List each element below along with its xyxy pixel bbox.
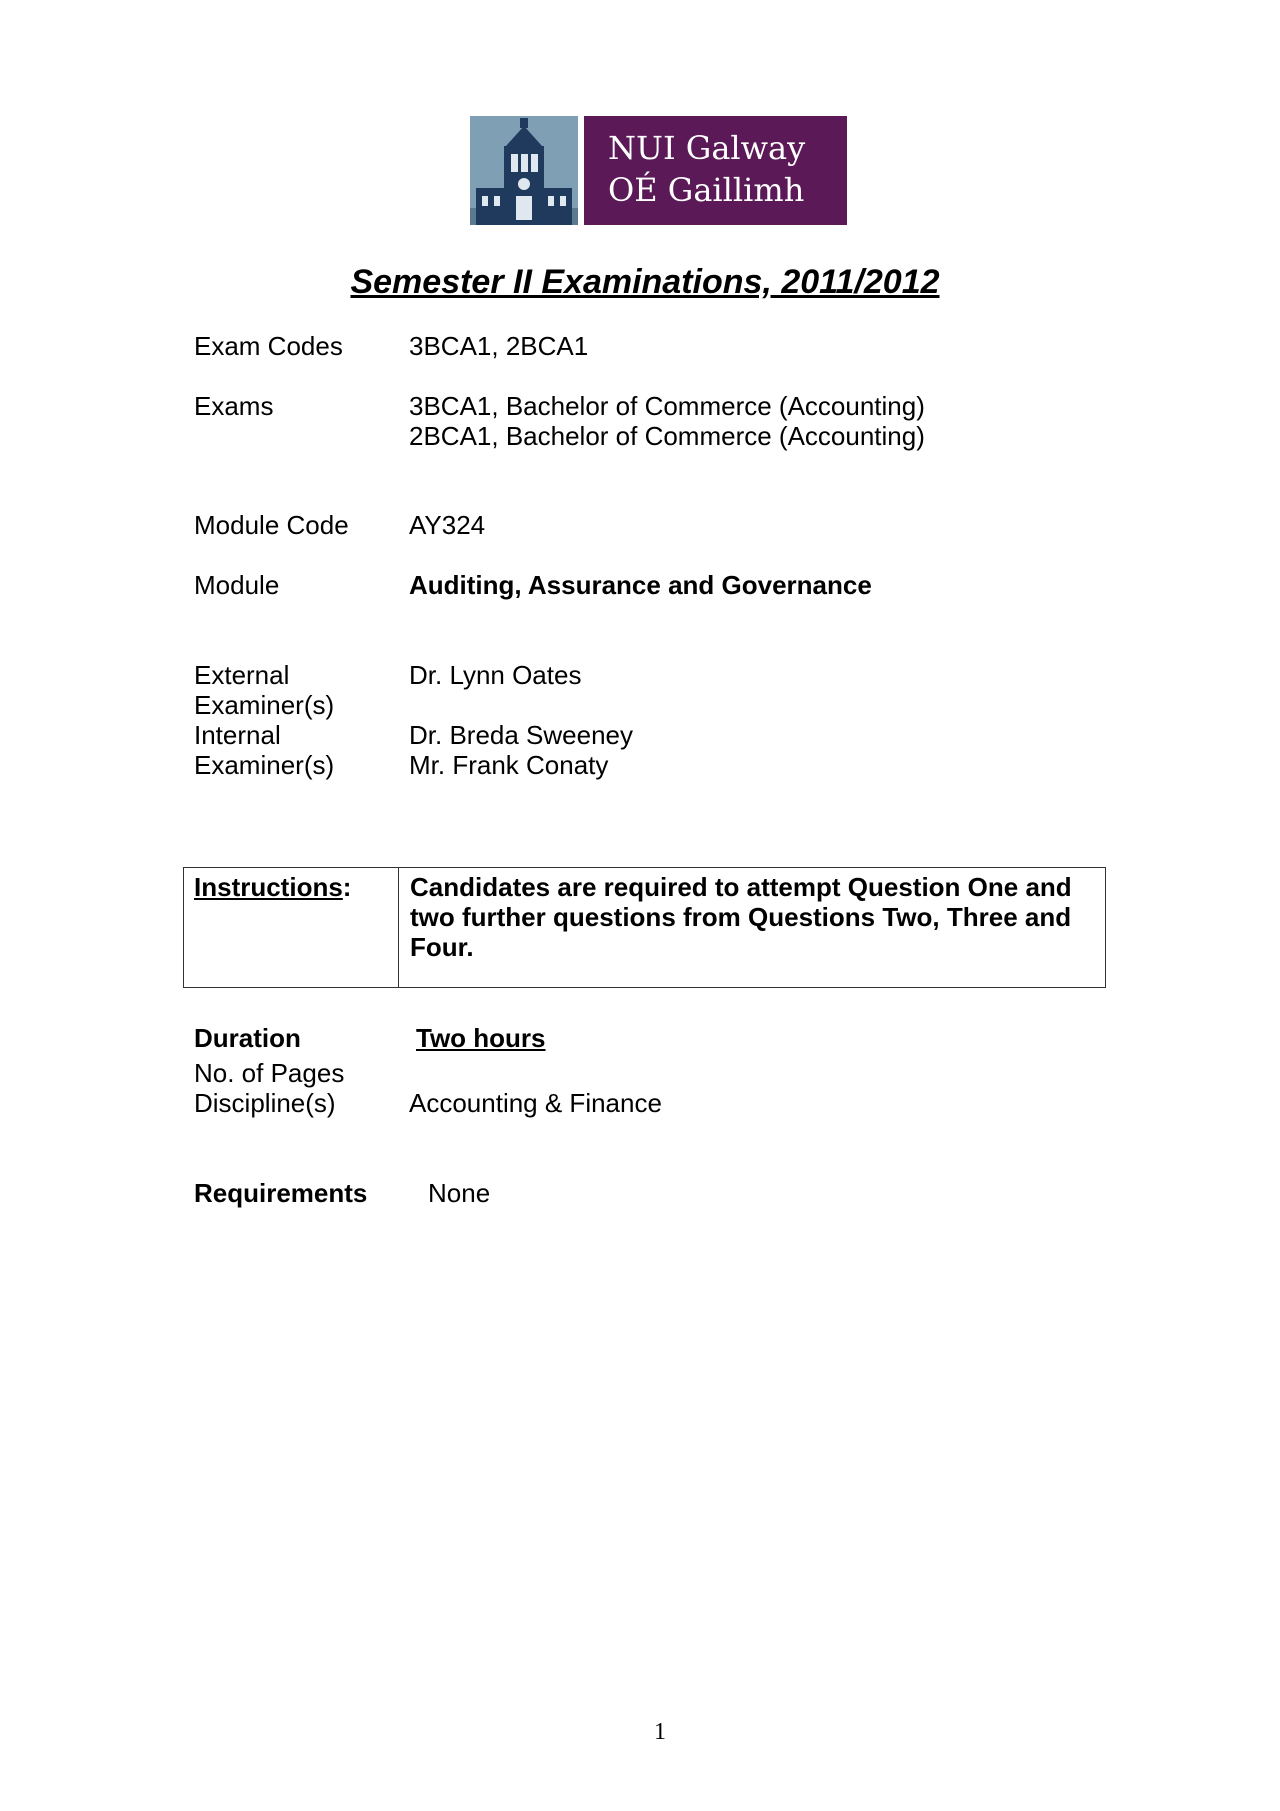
instructions-label [194,872,351,902]
duration-value: Two hours [416,1023,546,1053]
external-examiners-label: Examiner(s) [194,690,335,720]
exam-codes-value: 3BCA1, 2BCA1 [409,331,589,361]
exams-line: 3BCA1, Bachelor of Commerce (Accounting) [409,391,925,421]
instructions-box [183,867,1106,988]
module-code-value: AY324 [409,510,486,540]
instructions-divider [398,868,399,987]
instructions-label-text: Instructions [194,872,343,902]
duration-label: Duration [194,1023,301,1053]
requirements-value: None [428,1178,491,1208]
page-title: Semester II Examinations, 2011/2012 [350,263,940,301]
building-image [470,116,578,225]
module-label: Module [194,570,280,600]
instructions-colon: : [342,872,352,902]
internal-examiner-name: Mr. Frank Conaty [409,750,609,780]
module-code-label: Module Code [194,510,349,540]
university-logo [470,116,847,225]
exams-line: 2BCA1, Bachelor of Commerce (Accounting) [409,421,925,451]
tower-icon [470,116,578,225]
logo-text-irish: OÉ Gaillimh [608,171,805,209]
logo-text-english: NUI Galway [608,129,806,167]
discipline-value: Accounting & Finance [409,1088,662,1118]
internal-examiner-name: Dr. Breda Sweeney [409,720,634,750]
requirements-label: Requirements [194,1178,368,1208]
instructions-text: Candidates are required to attempt Question One and two further questions from Questions Two, Three and Four. [410,872,1072,962]
internal-examiners-label: Internal [194,720,281,750]
discipline-label: Discipline(s) [194,1088,336,1118]
pages-label: No. of Pages [194,1058,345,1088]
exams-label: Exams [194,391,274,421]
internal-examiners-label: Examiner(s) [194,750,335,780]
page-number: 1 [654,1719,666,1745]
module-value: Auditing, Assurance and Governance [409,570,872,600]
external-examiners-label: External [194,660,290,690]
logo-text-panel [584,116,847,225]
external-examiner-name: Dr. Lynn Oates [409,660,582,690]
exam-codes-label: Exam Codes [194,331,343,361]
